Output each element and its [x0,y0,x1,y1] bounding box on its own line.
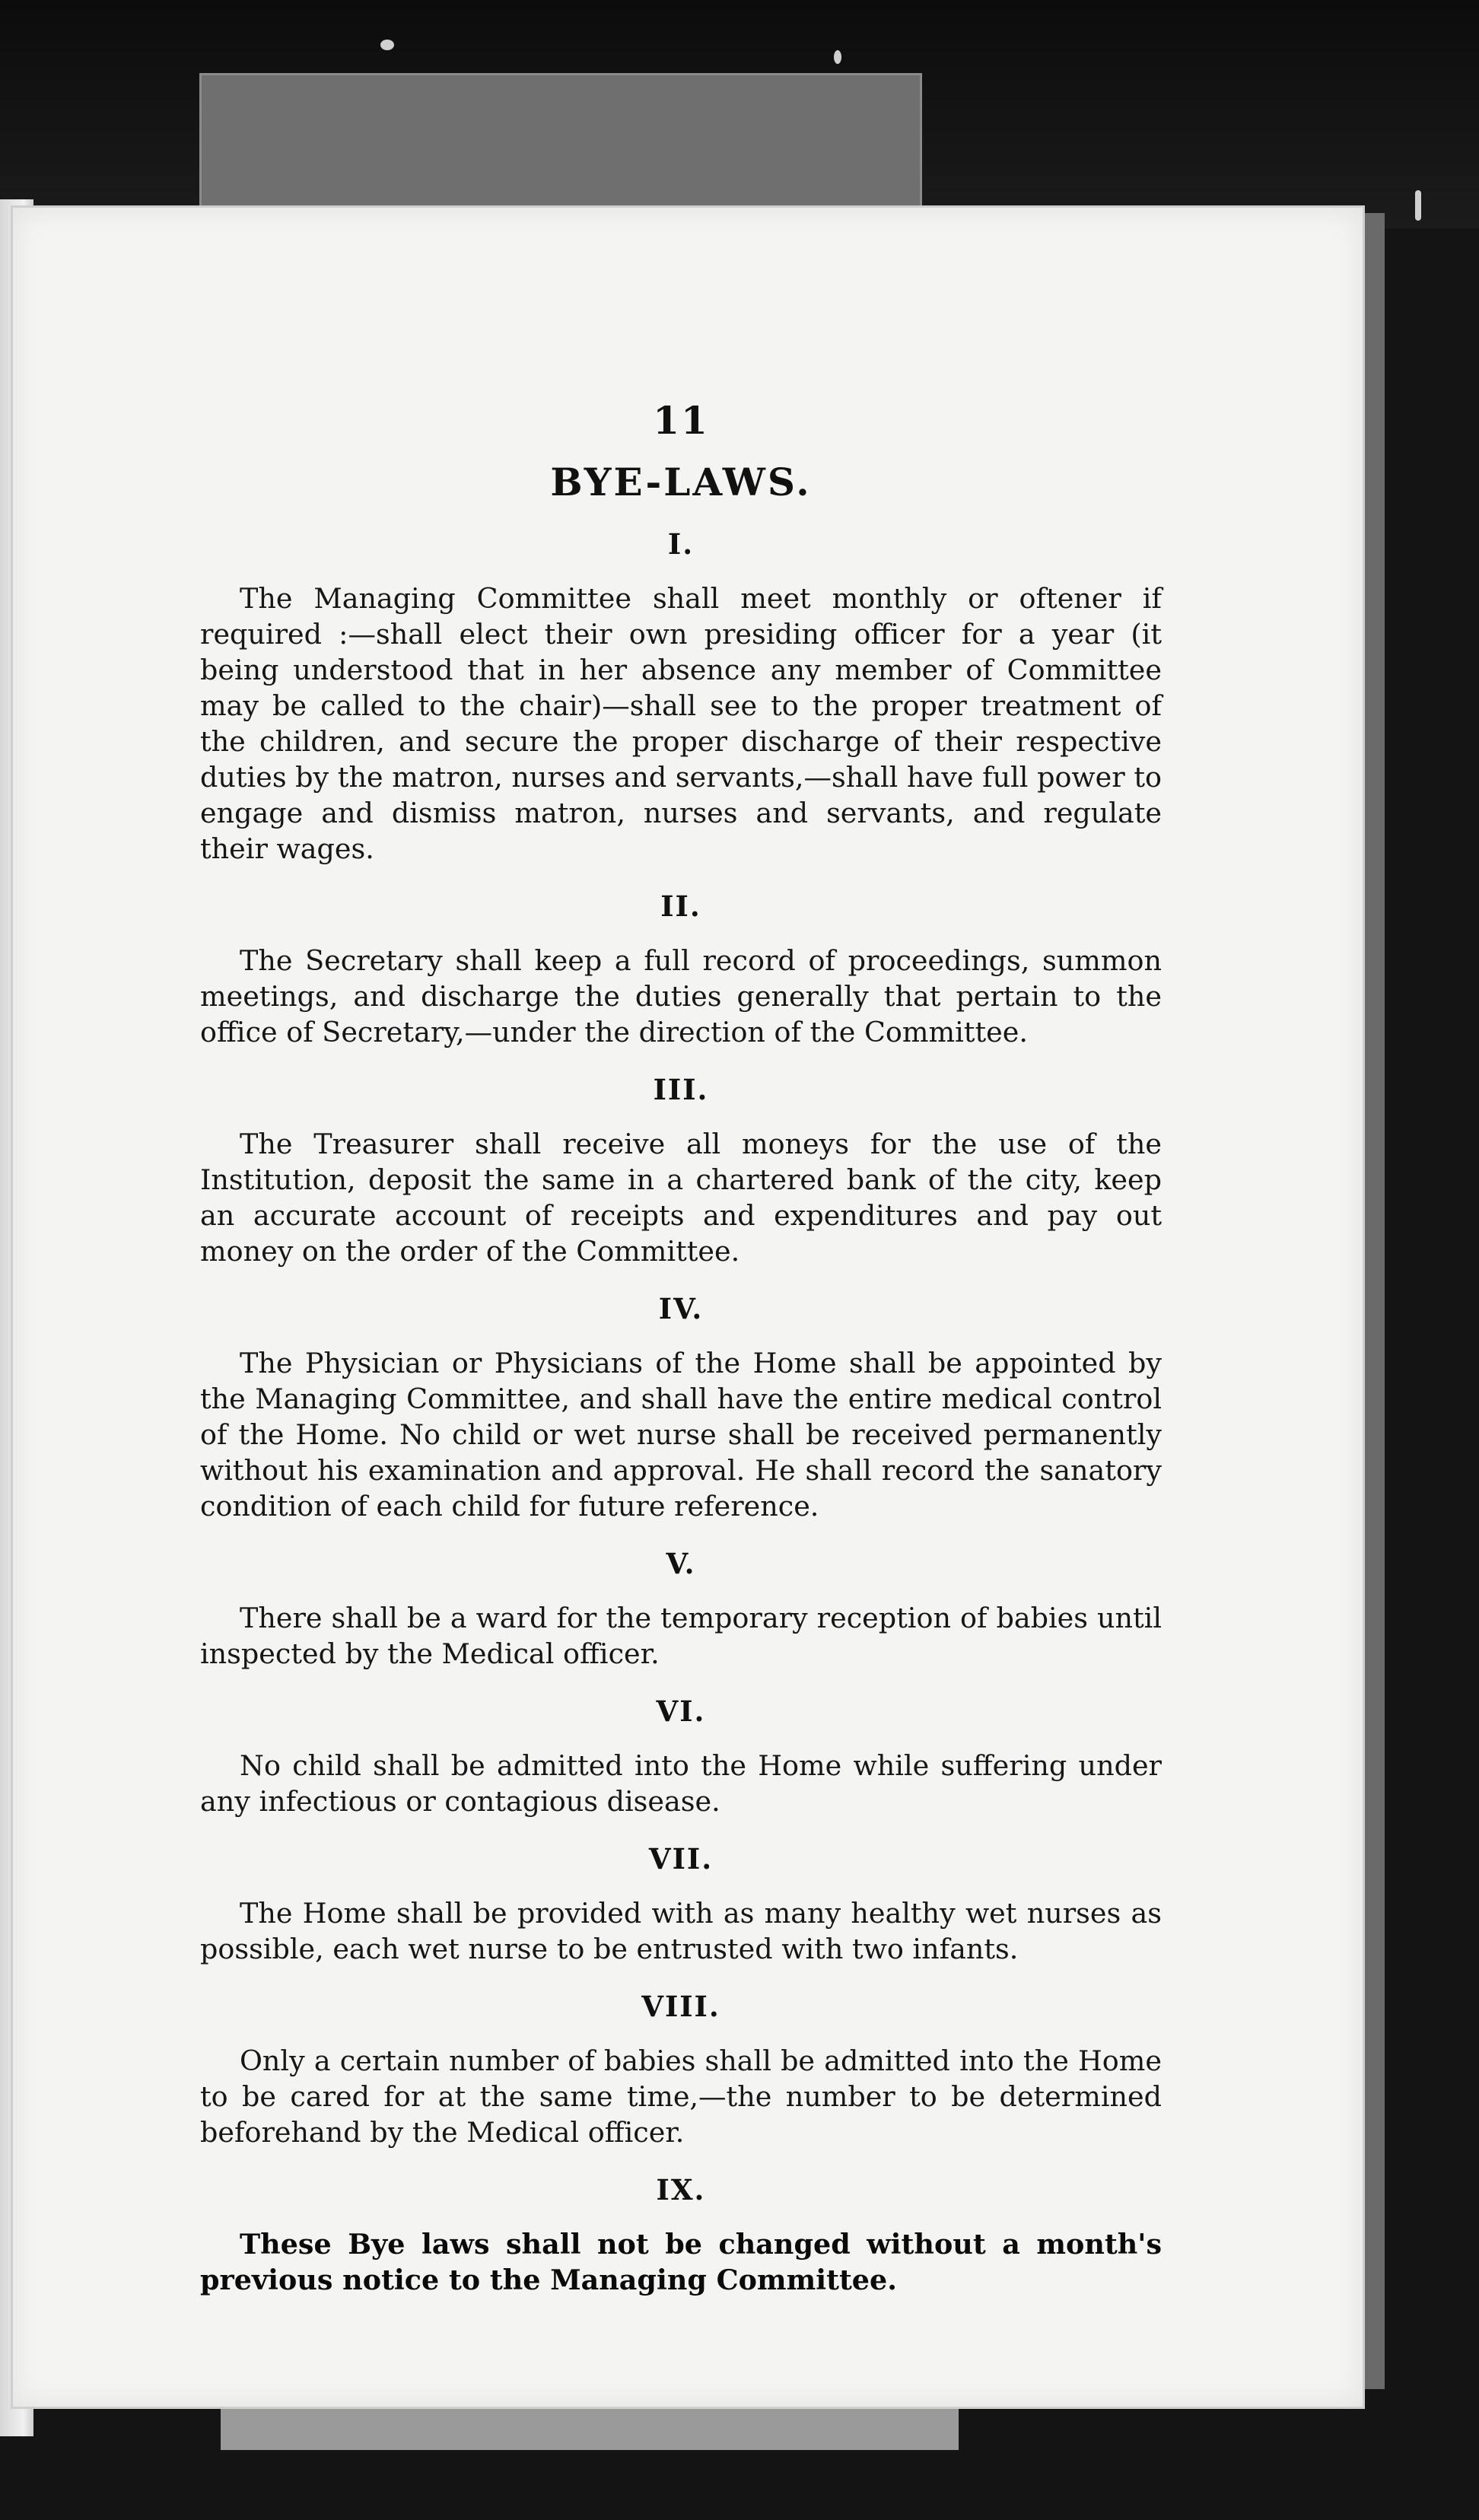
section-numeral: VI. [656,1694,706,1728]
document-title: BYE-LAWS. [550,460,812,504]
section-numeral: III. [653,1073,709,1106]
bye-law-section-9 [200,2173,1162,2298]
page-number: 11 [653,398,709,443]
bye-law-section-8 [200,1990,1162,2150]
section-numeral: V. [666,1547,696,1580]
section-text: The Home shall be provided with as many healthy wet nurses as possible, each wet nurse to be entrusted with two infants. [200,1897,1162,1965]
section-text: These Bye laws shall not be changed without a month's previous notice to the Managing Committee. [200,2228,1162,2296]
section-text: There shall be a ward for the temporary reception of babies until inspected by the Medical officer. [200,1602,1162,1670]
film-speck [834,50,841,64]
section-text: The Physician or Physicians of the Home shall be appointed by the Managing Committee, and shall have the entire medical control of the Home. No child or wet nurse shall be received permanently without his examination and approval. He shall record the sanatory condition of each child for future reference. [200,1347,1162,1522]
document-page [11,205,1365,2409]
section-text: The Managing Committee shall meet monthly or oftener if required :—shall elect their own presiding officer for a year (it being understood that in her absence any member of Committee may be called to the chair)—shall see to the proper treatment of the children, and secure the proper discharge of their respective duties by the matron, nurses and servants,—shall have full power to engage and dismiss matron, nurses and servants, and regulate their wages. [200,582,1162,865]
bye-law-section-1 [200,527,1162,867]
section-numeral: II. [660,889,701,923]
page-content [200,398,1162,2321]
bye-law-section-3 [200,1073,1162,1269]
section-numeral: IX. [656,2173,706,2207]
section-numeral: IV. [658,1292,704,1325]
page-shadow [1362,213,1385,2389]
section-text: No child shall be admitted into the Home while suffering under any infectious or contagious disease. [200,1749,1162,1818]
film-speck [1415,190,1421,221]
bye-law-section-6 [200,1694,1162,1819]
section-numeral: VII. [648,1842,714,1876]
section-numeral: VIII. [641,1990,720,2023]
section-numeral: I. [667,527,695,561]
film-speck [380,40,394,50]
section-text: The Secretary shall keep a full record of proceedings, summon meetings, and discharge the duties generally that pertain to the office of Secretary,—under the direction of the Committee. [200,944,1162,1048]
bye-law-section-5 [200,1547,1162,1672]
bye-law-section-2 [200,889,1162,1050]
section-text: The Treasurer shall receive all moneys for the use of the Institution, deposit the same in a chartered bank of the city, keep an accurate account of receipts and expenditures and pay out money on the order of the Committee. [200,1128,1162,1268]
page-tab-top [199,73,922,222]
bye-law-section-7 [200,1842,1162,1967]
section-text: Only a certain number of babies shall be admitted into the Home to be cared for at the same time,—the number to be determined beforehand by the Medical officer. [200,2044,1162,2149]
bye-law-section-4 [200,1292,1162,1524]
